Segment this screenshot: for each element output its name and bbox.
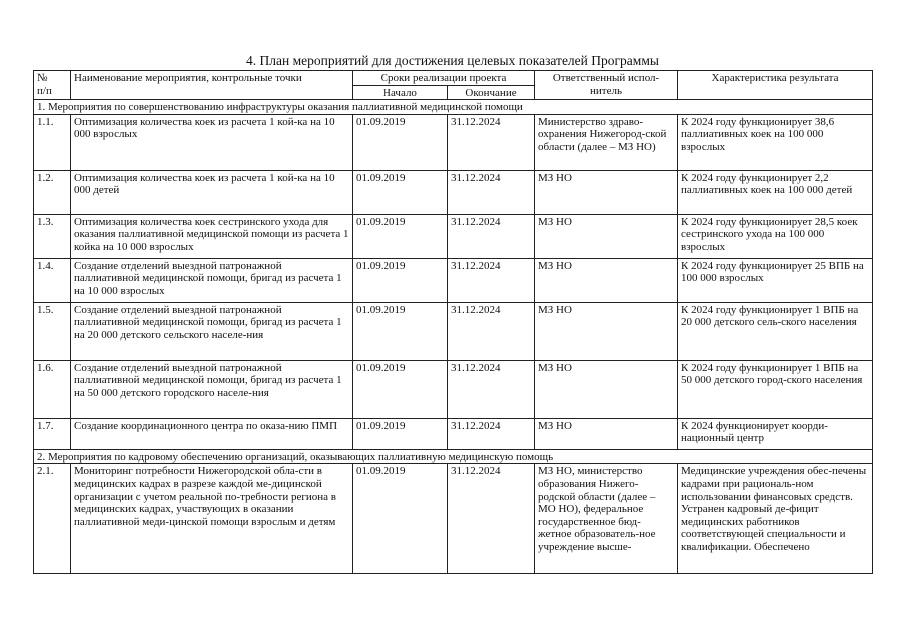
row-name: Создание координационного центра по оказа-нию ПМП [71,418,353,449]
row-responsible: МЗ НО [535,258,678,302]
row-num: 1.7. [34,418,71,449]
table-row [34,114,873,170]
header-responsible: Ответственный испол- нитель [535,71,678,100]
row-start: 01.09.2019 [353,360,448,418]
row-responsible: МЗ НО [535,214,678,258]
section-row-2 [34,449,873,464]
row-num: 1.6. [34,360,71,418]
row-start: 01.09.2019 [353,114,448,170]
header-result: Характеристика результата [678,71,873,100]
header-name: Наименование мероприятия, контрольные точки [71,71,353,100]
row-responsible: МЗ НО [535,170,678,214]
row-result: К 2024 году функционирует 1 ВПБ на 20 000 детского сель-ского населения [678,302,873,360]
row-num: 1.4. [34,258,71,302]
row-start: 01.09.2019 [353,214,448,258]
row-result: К 2024 году функционирует 28,5 коек сестринского ухода на 100 000 взрослых [678,214,873,258]
row-result: К 2024 году функционирует 2,2 паллиативных коек на 100 000 детей [678,170,873,214]
section-title: 1. Мероприятия по совершенствованию инфраструктуры оказания паллиативной медицинской помощи [34,100,873,115]
section-title: 2. Мероприятия по кадровому обеспечению организаций, оказывающих паллиативную медицинскую помощь [34,449,873,464]
row-start: 01.09.2019 [353,418,448,449]
row-end: 31.12.2024 [448,258,535,302]
row-result: К 2024 году функционирует 1 ВПБ на 50 000 детского город-ского населения [678,360,873,418]
table-header-row [34,71,873,86]
table-row [34,360,873,418]
row-end: 31.12.2024 [448,302,535,360]
row-result: Медицинские учреждения обес-печены кадрами при рациональ-ном использовании финансовых средств. Устранен кадровый де-фицит медицинских работников соответствующей специальности и квалификации. Обеспечено [678,464,873,574]
table-row [34,302,873,360]
row-name: Оптимизация количества коек из расчета 1 кой-ка на 10 000 взрослых [71,114,353,170]
row-num: 1.5. [34,302,71,360]
row-start: 01.09.2019 [353,464,448,574]
table-row [34,418,873,449]
row-end: 31.12.2024 [448,214,535,258]
header-num: № п/п [34,71,71,100]
row-start: 01.09.2019 [353,258,448,302]
row-start: 01.09.2019 [353,170,448,214]
row-responsible: МЗ НО, министерство образования Нижего-родской области (далее – МО НО), федеральное государственное бюд-жетное образователь-ное учреждение высше- [535,464,678,574]
row-end: 31.12.2024 [448,464,535,574]
row-name: Создание отделений выездной патронажной паллиативной медицинской помощи, бригад из расчета 1 на 10 000 взрослых [71,258,353,302]
table-row [34,214,873,258]
row-responsible: МЗ НО [535,302,678,360]
row-end: 31.12.2024 [448,114,535,170]
row-num: 1.2. [34,170,71,214]
table-row [34,258,873,302]
header-start: Начало [353,85,448,100]
row-responsible: МЗ НО [535,360,678,418]
table-row [34,170,873,214]
row-num: 1.1. [34,114,71,170]
row-end: 31.12.2024 [448,360,535,418]
row-name: Оптимизация количества коек сестринского ухода для оказания паллиативной медицинской помощи из расчета 1 койка на 10 000 взрослых [71,214,353,258]
row-result: К 2024 году функционирует 38,6 паллиативных коек на 100 000 взрослых [678,114,873,170]
row-end: 31.12.2024 [448,170,535,214]
row-num: 2.1. [34,464,71,574]
document-title: 4. План мероприятий для достижения целевых показателей Программы [246,53,659,68]
row-name: Создание отделений выездной патронажной паллиативной медицинской помощи, бригад из расчета 1 на 20 000 детского сельского населе-ния [71,302,353,360]
row-start: 01.09.2019 [353,302,448,360]
row-num: 1.3. [34,214,71,258]
row-responsible: Министерство здраво-охранения Нижегород-ской области (далее – МЗ НО) [535,114,678,170]
row-end: 31.12.2024 [448,418,535,449]
row-result: К 2024 функционирует коорди-национный центр [678,418,873,449]
header-period: Сроки реализации проекта [353,71,535,86]
table-row [34,464,873,574]
row-name: Создание отделений выездной патронажной паллиативной медицинской помощи, бригад из расчета 1 на 50 000 детского городского населе-ния [71,360,353,418]
header-end: Окончание [448,85,535,100]
row-name: Мониторинг потребности Нижегородской обла-сти в медицинских кадрах в разрезе каждой ме-дицинской организации с учетом реальной по-требности региона в медицинских кадрах, участвующих в оказании паллиативной меди-цинской помощи взрослым и детям [71,464,353,574]
row-name: Оптимизация количества коек из расчета 1 кой-ка на 10 000 детей [71,170,353,214]
row-responsible: МЗ НО [535,418,678,449]
plan-table [33,70,873,574]
row-result: К 2024 году функционирует 25 ВПБ на 100 000 взрослых [678,258,873,302]
section-row-1 [34,100,873,115]
